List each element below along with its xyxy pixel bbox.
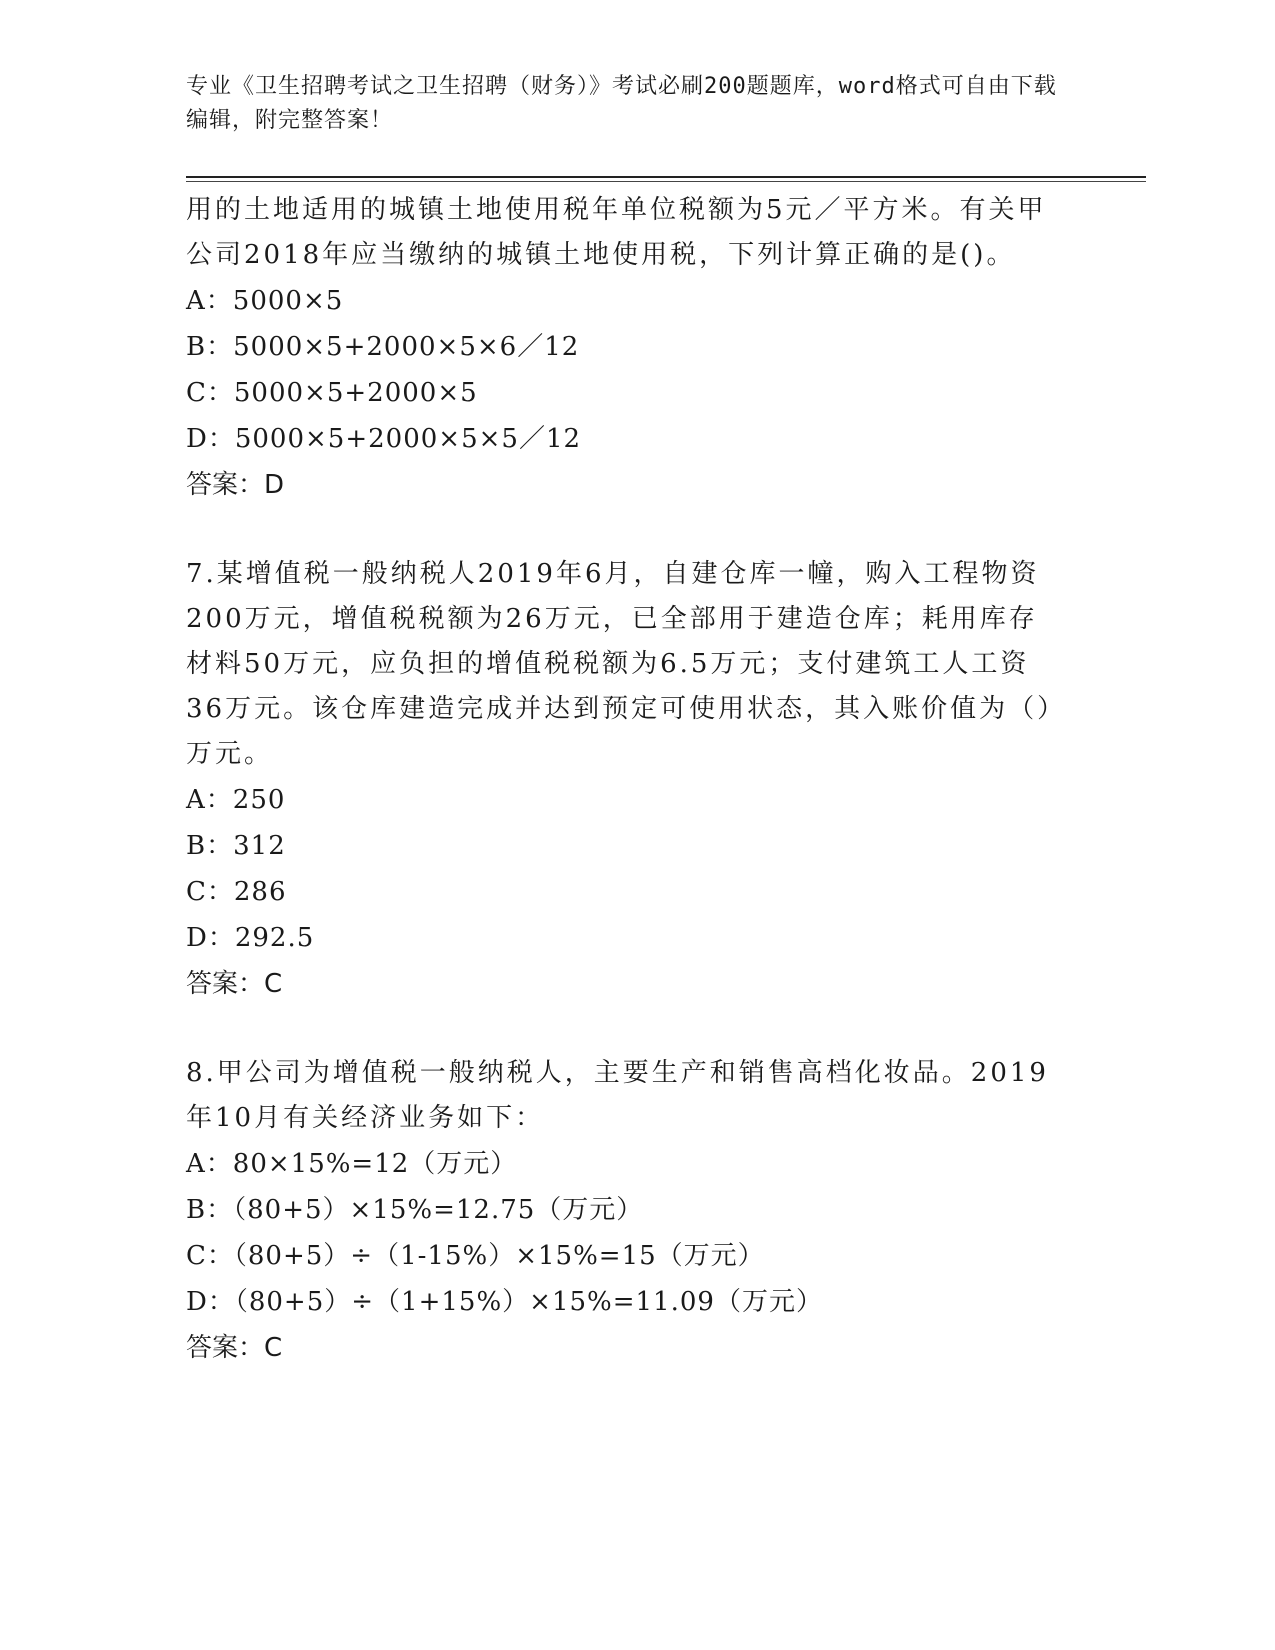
option-d: D：292.5 <box>186 923 315 953</box>
question-stem: 8.甲公司为增值税一般纳税人，主要生产和销售高档化妆品。2019年10月有关经济业务如下： <box>186 1058 1049 1133</box>
question-block <box>186 552 1066 1007</box>
option-b: B：312 <box>186 831 286 861</box>
header-rule-thick <box>186 176 1146 178</box>
option-a: A：250 <box>186 785 286 815</box>
option-c: C：（80+5）÷（1-15%）×15%=15（万元） <box>186 1241 765 1271</box>
option-a: A：80×15%=12（万元） <box>186 1149 518 1179</box>
answer-line: 答案：C <box>186 1333 283 1363</box>
header-rule-thin <box>186 181 1146 182</box>
question-stem: 7.某增值税一般纳税人2019年6月，自建仓库一幢，购入工程物资200万元，增值税税额为26万元，已全部用于建造仓库；耗用库存材料50万元，应负担的增值税税额为6.5万元；支付建筑工人工资36万元。该仓库建造完成并达到预定可使用状态，其入账价值为（）万元。 <box>186 559 1054 769</box>
option-b: B：5000×5+2000×5×6／12 <box>186 332 580 362</box>
option-d: D：5000×5+2000×5×5／12 <box>186 424 582 454</box>
question-list <box>186 188 1066 1371</box>
option-d: D：（80+5）÷（1+15%）×15%=11.09（万元） <box>186 1287 823 1317</box>
option-c: C：286 <box>186 877 287 907</box>
question-block <box>186 188 1066 508</box>
question-block <box>186 1051 1066 1371</box>
option-c: C：5000×5+2000×5 <box>186 378 478 408</box>
question-stem: 用的土地适用的城镇土地使用税年单位税额为5元／平方米。有关甲公司2018年应当缴纳的城镇土地使用税，下列计算正确的是()。 <box>186 195 1047 270</box>
answer-line: 答案：D <box>186 470 285 500</box>
document-header: 专业《卫生招聘考试之卫生招聘（财务）》考试必刷200题题库，word格式可自由下载编辑，附完整答案！ <box>186 74 1057 133</box>
answer-line: 答案：C <box>186 969 283 999</box>
option-b: B：（80+5）×15%=12.75（万元） <box>186 1195 644 1225</box>
option-a: A：5000×5 <box>186 286 344 316</box>
